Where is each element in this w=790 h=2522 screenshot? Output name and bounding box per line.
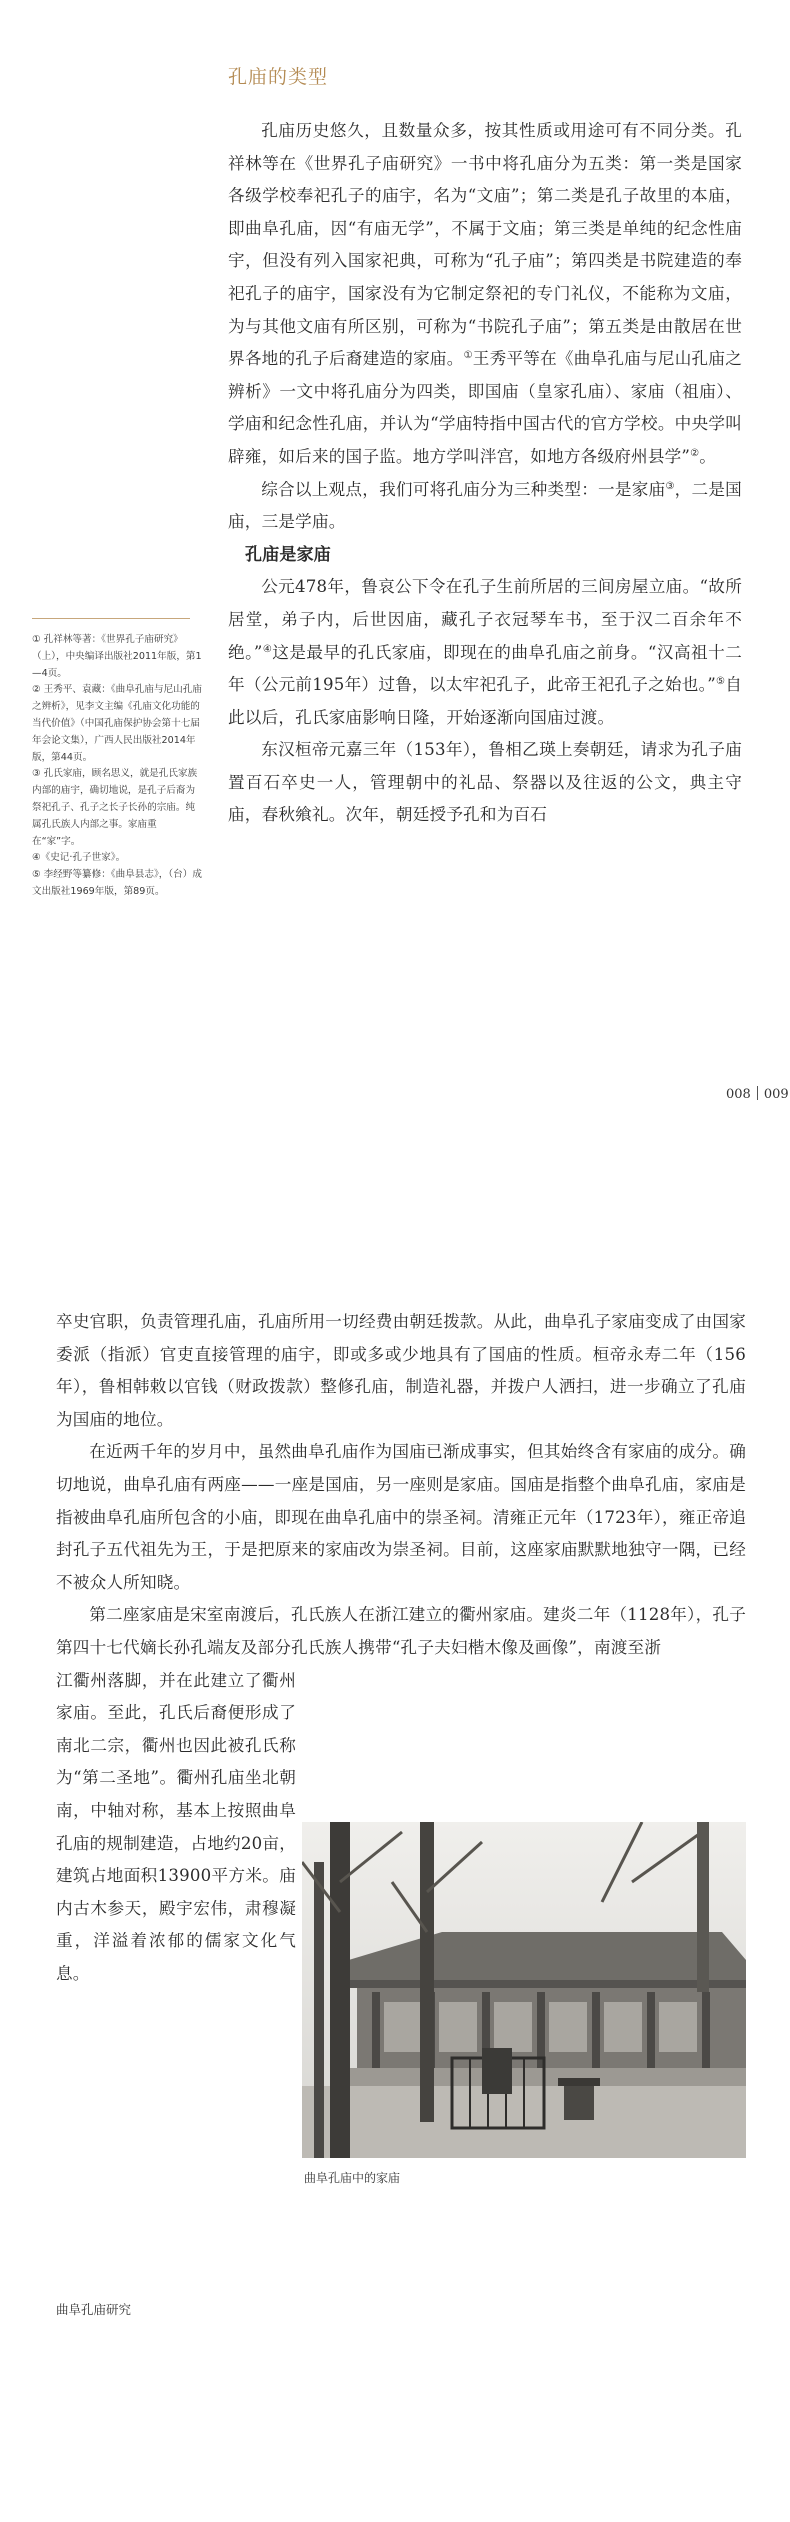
footnote-ref-5: ⑤: [715, 676, 726, 688]
footnote-ref-3: ③: [665, 480, 675, 492]
subsection-heading: 孔庙是家庙: [245, 544, 331, 565]
footnote-ref-1: ①: [463, 350, 473, 362]
temple-photo-image: [302, 1822, 746, 2158]
paragraph-1: 孔庙历史悠久，且数量众多，按其性质或用途可有不同分类。孔祥林等在《世界孔子庙研究》一书中将孔庙分为五类：第一类是国家各级学校奉祀孔子的庙宇，名为“文庙”；第二类是孔子故里的本庙，即曲阜孔庙，因“有庙无学”，不属于文庙；第三类是单纯的纪念性庙宇，但没有列入国家祀典，可称为“孔子庙”；第四类是书院建造的奉祀孔子的庙宇，国家没有为它制定祭祀的专门礼仪，不能称为文庙，为与其他文庙有所区别，可称为“书院孔子庙”；第五类是由散居在世界各地的孔子后裔建造的家庙。①王秀平等在《曲阜孔庙与尼山孔庙之辨析》一文中将孔庙分为四类，即国庙（皇家孔庙）、家庙（祖庙）、学庙和纪念性孔庙，并认为“学庙特指中国古代的官方学校。中央学叫辟雍，如后来的国子监。地方学叫泮宫，如地方各级府州县学”②。: [228, 121, 742, 466]
page-number-right: 009: [763, 1087, 789, 1102]
footnote-1: ① 孔祥林等著：《世界孔子庙研究》（上），中央编译出版社2011年版，第1—4页。: [32, 634, 202, 679]
footnotes: [32, 632, 204, 901]
photo-caption: 曲阜孔庙中的家庙: [304, 2171, 401, 2185]
footnote-3: ③ 孔氏家庙，顾名思义，就是孔氏家族内部的庙宇，确切地说，是孔子后裔为祭祀孔子、孔子之长子长孙的宗庙。纯属孔氏族人内部之事。家庙重在“家”字。: [32, 768, 198, 847]
paragraph-2: 综合以上观点，我们可将孔庙分为三种类型：一是家庙③，二是国庙，三是学庙。: [228, 479, 742, 532]
page-008: [0, 0, 790, 1120]
footnote-ref-2: ②: [690, 447, 700, 459]
paragraph-5: 在近两千年的岁月中，虽然曲阜孔庙作为国庙已渐成事实，但其始终含有家庙的成分。确切地说，曲阜孔庙有两座——一座是国庙，另一座则是家庙。国庙是指整个曲阜孔庙，家庙是指被曲阜孔庙所包含的小庙，即现在曲阜孔庙中的崇圣祠。清雍正元年（1723年），雍正帝追封孔子五代祖先为王，于是把原来的家庙改为崇圣祠。目前，这座家庙默默地独守一隅，已经不被众人所知晓。: [56, 1442, 746, 1592]
footnotes-divider: [32, 618, 190, 619]
running-footer: 曲阜孔庙研究: [56, 2302, 132, 2317]
page-009: [0, 1120, 790, 2522]
page-numbers: [726, 1086, 790, 1102]
page-number-separator: [757, 1086, 758, 1100]
main-text-page1: [228, 115, 742, 832]
temple-photo: [302, 1822, 746, 2158]
footnote-ref-4: ④: [262, 643, 273, 655]
paragraph-4: 东汉桓帝元嘉三年（153年），鲁相乙瑛上奏朝廷，请求为孔子庙置百石卒史一人，管理朝中的礼品、祭器以及往返的公文，典主守庙，春秋飨礼。次年，朝廷授予孔和为百石: [228, 740, 742, 825]
section-title: 孔庙的类型: [228, 66, 329, 88]
footnote-5: ⑤ 李经野等纂修：《曲阜县志》，（台）成文出版社1969年版，第89页。: [32, 869, 202, 897]
paragraph-3: 公元478年，鲁哀公下令在孔子生前所居的三间房屋立庙。“故所居堂，弟子内，后世因庙，藏孔子衣冠琴车书，至于汉二百余年不绝。”④这是最早的孔氏家庙，即现在的曲阜孔庙之前身。“汉高祖十二年（公元前195年）过鲁，以太牢祀孔子，此帝王祀孔子之始也。”⑤自此以后，孔氏家庙影响日隆，开始逐渐向国庙过渡。: [228, 577, 742, 727]
footnote-4: ④《史记·孔子世家》。: [32, 852, 126, 864]
paragraph-continued: 卒史官职，负责管理孔庙，孔庙所用一切经费由朝廷拨款。从此，曲阜孔子家庙变成了由国家委派（指派）官吏直接管理的庙宇，即或多或少地具有了国庙的性质。桓帝永寿二年（156年），鲁相韩敕以官钱（财政拨款）整修孔庙，制造礼器，并拨户人洒扫，进一步确立了孔庙为国庙的地位。: [56, 1312, 746, 1429]
paragraph-6: 第二座家庙是宋室南渡后，孔氏族人在浙江建立的衢州家庙。建炎二年（1128年），孔子第四十七代嫡长孙孔端友及部分孔氏族人携带“孔子夫妇楷木像及画像”，南渡至浙: [56, 1605, 746, 1657]
page-number-left: 008: [726, 1087, 751, 1102]
footnote-2: ② 王秀平、袁藏：《曲阜孔庙与尼山孔庙之辨析》，见李文主编《孔庙文化功能的当代价值》（中国孔庙保护协会第十七届年会论文集），广西人民出版社2014年版，第44页。: [32, 684, 202, 763]
paragraph-6-wrapped: 江衢州落脚，并在此建立了衢州家庙。至此，孔氏后裔便形成了南北二宗，衢州也因此被孔氏称为“第二圣地”。衢州孔庙坐北朝南，中轴对称，基本上按照曲阜孔庙的规制建造，占地约20亩，建筑占地面积13900平方米。庙内古木参天，殿宇宏伟，肃穆凝重，洋溢着浓郁的儒家文化气息。: [56, 1670, 296, 1983]
